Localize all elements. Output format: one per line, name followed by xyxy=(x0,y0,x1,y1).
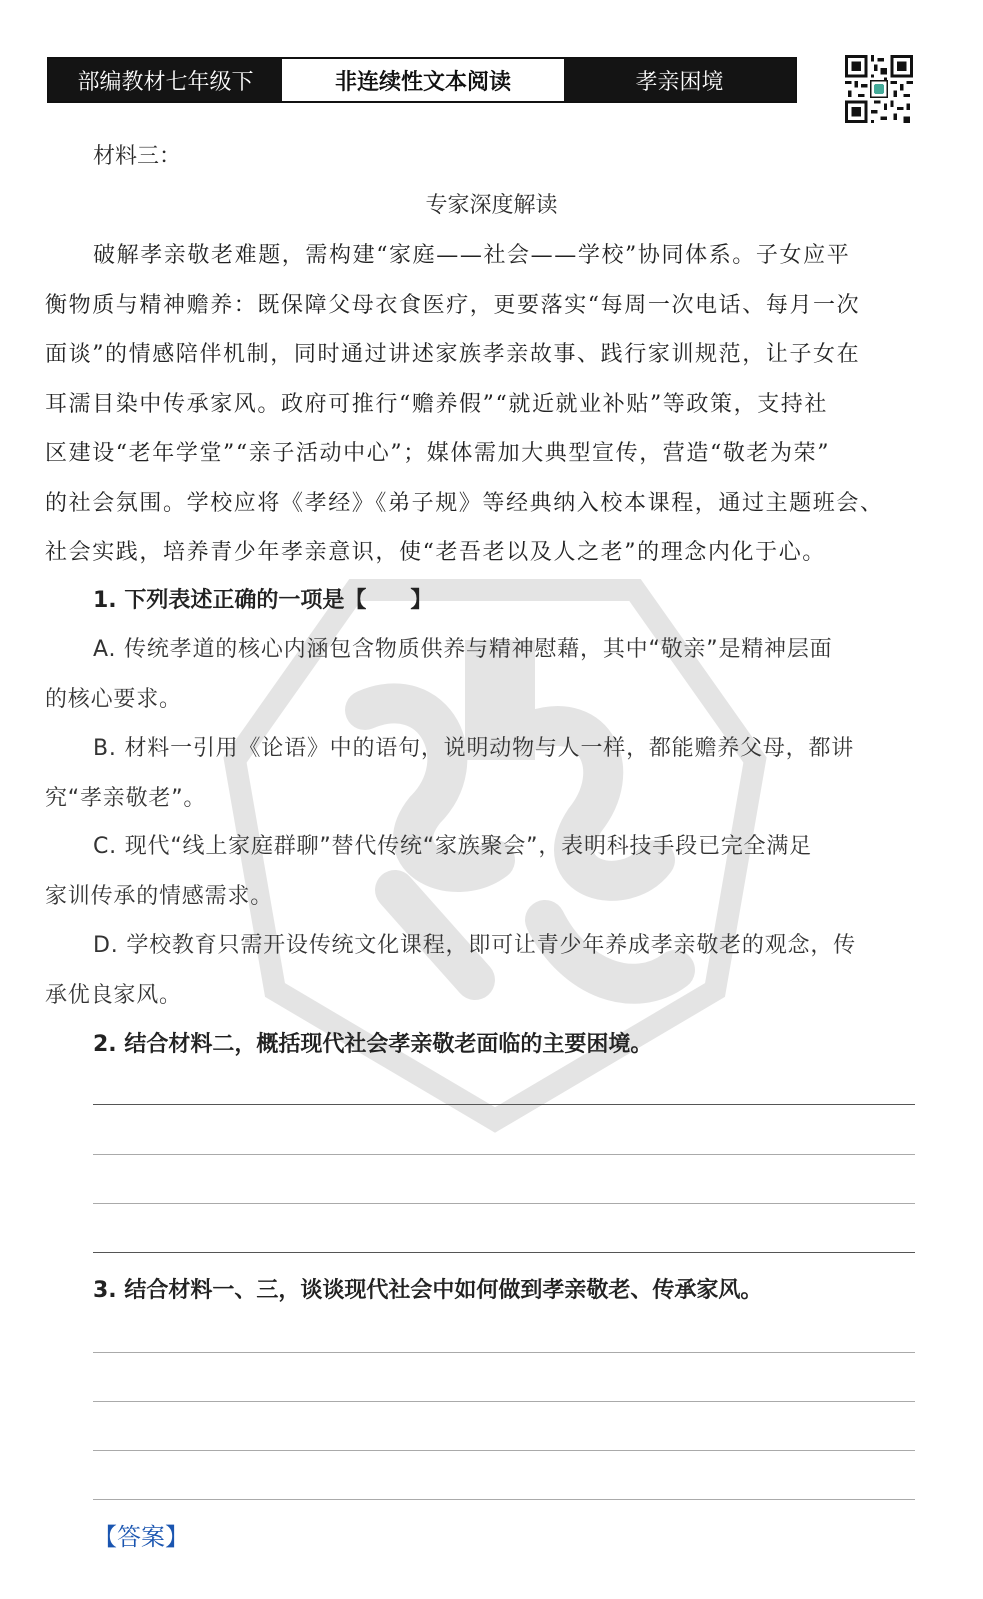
option-a[interactable] xyxy=(45,625,918,724)
header-theme: 孝亲困境 xyxy=(564,59,795,101)
answer-line-q2[interactable] xyxy=(93,1154,915,1155)
option-d[interactable] xyxy=(45,921,918,1020)
answer-line-q2[interactable] xyxy=(93,1203,915,1204)
material-line: 面谈”的情感陪伴机制，同时通过讲述家族孝亲故事、践行家训规范，让子女在 xyxy=(45,342,861,367)
option-c[interactable] xyxy=(45,822,918,921)
material-label: 材料三： xyxy=(93,144,182,169)
answer-line-q3[interactable] xyxy=(93,1499,915,1500)
material-line: 区建设“老年学堂”“亲子活动中心”；媒体需加大典型宣传，营造“敬老为荣” xyxy=(45,441,831,466)
option-d-line2: 承优良家风。 xyxy=(45,982,182,1008)
material-line: 的社会氛围。学校应将《孝经》《弟子规》等经典纳入校本课程，通过主题班会、 xyxy=(45,490,884,516)
answer-line-q3[interactable] xyxy=(93,1401,915,1402)
header-topic: 非连续性文本阅读 xyxy=(282,59,564,101)
material-line: 破解孝亲敬老难题，需构建“家庭——社会——学校”协同体系。子女应平 xyxy=(93,243,851,268)
material-line: 衡物质与精神赡养：既保障父母衣食医疗，更要落实“每周一次电话、每月一次 xyxy=(45,292,861,318)
qr-code-icon[interactable] xyxy=(845,55,913,123)
answer-line-q3[interactable] xyxy=(93,1352,915,1353)
option-b-line2: 究“孝亲敬老”。 xyxy=(45,785,207,811)
question-2-stem: 2. 结合材料二，概括现代社会孝亲敬老面临的主要困境。 xyxy=(93,1032,653,1057)
option-a-line1: A. 传统孝道的核心内涵包含物质供养与精神慰藉，其中“敬亲”是精神层面 xyxy=(93,637,833,662)
material-line: 社会实践，培养青少年孝亲意识，使“老吾老以及人之老”的理念内化于心。 xyxy=(45,540,826,565)
option-b-line1: B. 材料一引用《论语》中的语句，说明动物与人一样，都能赡养父母，都讲 xyxy=(93,736,855,761)
answer-line-q2[interactable] xyxy=(93,1104,915,1105)
option-c-line1: C. 现代“线上家庭群聊”替代传统“家族聚会”，表明科技手段已完全满足 xyxy=(93,834,812,859)
answer-line-q3[interactable] xyxy=(93,1450,915,1451)
option-b[interactable] xyxy=(45,724,918,823)
material-line: 耳濡目染中传承家风。政府可推行“赡养假”“就近就业补贴”等政策，支持社 xyxy=(45,391,828,417)
question-3-stem: 3. 结合材料一、三，谈谈现代社会中如何做到孝亲敬老、传承家风。 xyxy=(93,1278,763,1303)
header-grade: 部编教材七年级下 xyxy=(49,59,282,101)
material-subtitle: 专家深度解读 xyxy=(425,193,558,218)
option-a-line2: 的核心要求。 xyxy=(45,686,182,712)
option-c-line2: 家训传承的情感需求。 xyxy=(45,883,274,909)
question-1-stem: 1. 下列表述正确的一项是【 】 xyxy=(93,588,433,613)
material-body xyxy=(45,231,918,578)
header-bar xyxy=(47,57,797,103)
option-d-line1: D. 学校教育只需开设传统文化课程，即可让青少年养成孝亲敬老的观念，传 xyxy=(93,933,856,958)
answer-label: 【答案】 xyxy=(93,1523,189,1551)
answer-line-q2[interactable] xyxy=(93,1252,915,1253)
